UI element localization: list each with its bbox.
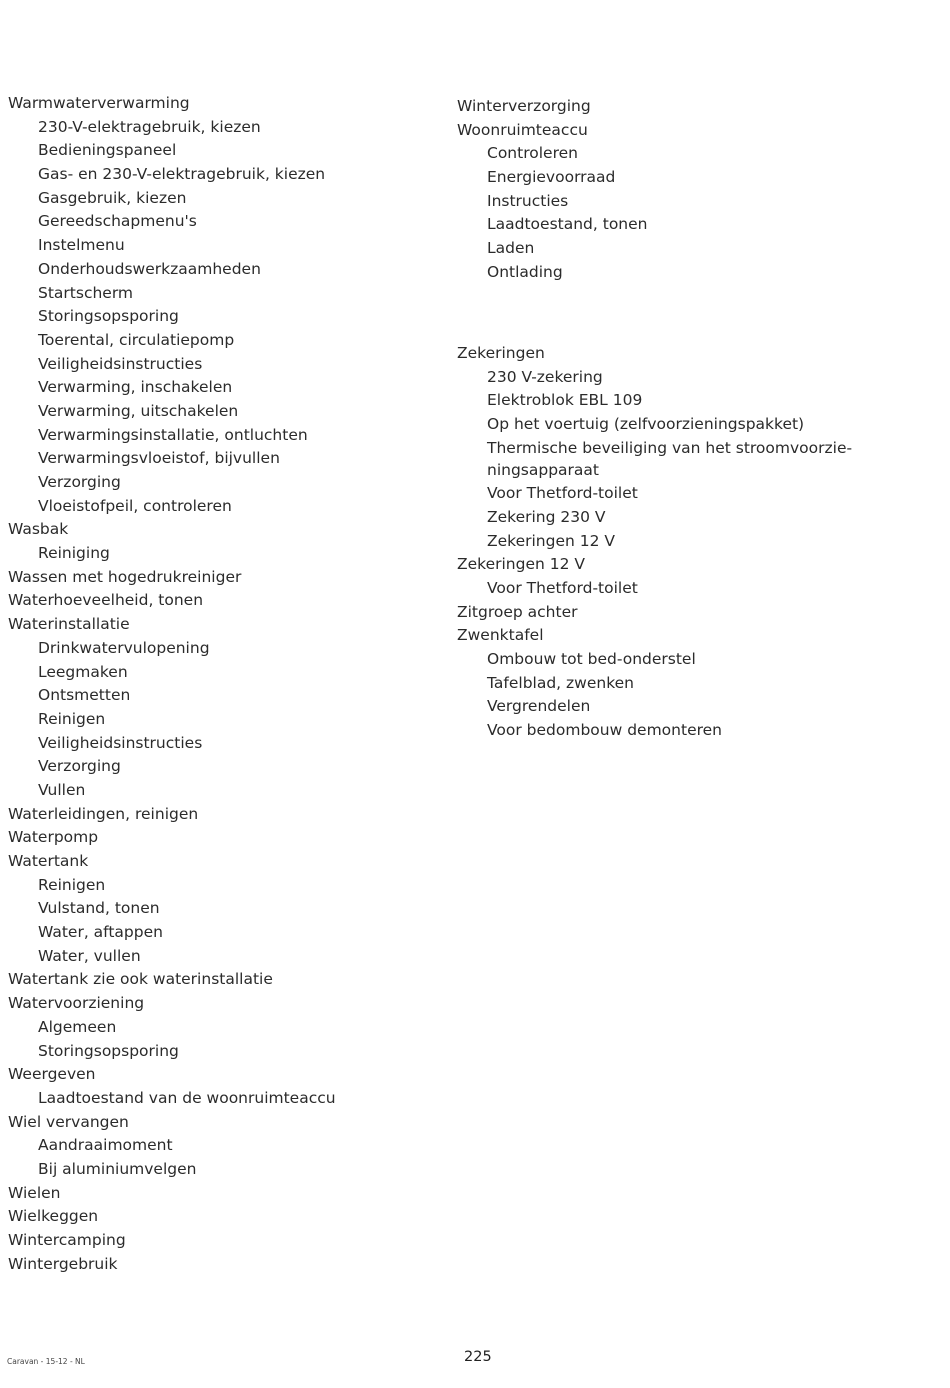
index-subentry: Thermische beveiliging van het stroomvoorzie-ningsapparaat: [487, 438, 853, 479]
index-entry: Watervoorziening: [8, 994, 145, 1013]
index-entry: Zekeringen: [457, 343, 545, 362]
index-subentry: Zekering 230 V: [487, 507, 606, 526]
index-subentry: Elektroblok EBL 109: [487, 391, 643, 410]
index-subentry: Instelmenu: [38, 236, 125, 255]
index-subentry: Drinkwatervulopening: [38, 638, 210, 657]
index-entry: Zitgroep achter: [457, 602, 578, 621]
index-subentry: 230 V-zekering: [487, 367, 603, 386]
index-entry: Wasbak: [8, 520, 69, 539]
index-subentry: Algemeen: [38, 1017, 117, 1036]
index-entry: Wielen: [8, 1183, 61, 1202]
index-entry: Wielkeggen: [8, 1207, 99, 1226]
index-subentry: Leegmaken: [38, 662, 128, 681]
index-subentry: Bedieningspaneel: [38, 141, 177, 160]
index-entry: Wassen met hogedrukreiniger: [8, 567, 242, 586]
index-entry: Waterinstallatie: [8, 615, 130, 634]
index-entry: Zwenktafel: [457, 626, 544, 645]
index-subentry: Op het voertuig (zelfvoorzieningspakket): [487, 414, 805, 433]
index-entry: Wintercamping: [8, 1231, 126, 1249]
index-subentry: Aandraaimoment: [38, 1136, 173, 1155]
index-subentry: Gas- en 230-V-elektragebruik, kiezen: [38, 165, 326, 184]
index-subentry: Onderhoudswerkzaamheden: [38, 259, 261, 278]
index-subentry: Veiligheidsinstructies: [38, 733, 203, 752]
index-subentry: Laden: [487, 239, 535, 258]
index-subentry: Reiniging: [38, 544, 110, 563]
index-entry: Zekeringen 12 V: [457, 555, 585, 574]
index-subentry: Verwarming, uitschakelen: [38, 401, 239, 420]
index-subentry: Vulstand, tonen: [38, 899, 160, 918]
footer-document-info: Caravan - 15-12 - NL: [7, 1357, 85, 1366]
index-subentry: Reinigen: [38, 875, 106, 894]
index-column-right: [457, 95, 927, 743]
index-subentry: Laadtoestand, tonen: [487, 215, 648, 234]
index-subentry: Verwarming, inschakelen: [38, 378, 233, 397]
index-subentry: Voor Thetford-toilet: [487, 484, 638, 503]
index-subentry: Verwarmingsvloeistof, bijvullen: [38, 449, 280, 468]
index-entry: Waterpomp: [8, 828, 99, 847]
index-entry: Weergeven: [8, 1065, 96, 1084]
index-entry: Waterhoeveelheid, tonen: [8, 591, 204, 610]
index-subentry: Reinigen: [38, 709, 106, 728]
index-subentry: Verzorging: [38, 473, 121, 491]
index-subentry: 230-V-elektragebruik, kiezen: [38, 117, 261, 136]
index-column-left: [8, 92, 438, 1276]
page-number: 225: [464, 1349, 492, 1365]
index-subentry: Verzorging: [38, 757, 121, 776]
index-entry: Watertank zie ook waterinstallatie: [8, 970, 273, 989]
index-subentry: Gereedschapmenu's: [38, 212, 197, 231]
index-subentry: Storingsopsporing: [38, 307, 179, 326]
index-subentry: Zekeringen 12 V: [487, 531, 615, 550]
index-subentry: Verwarmingsinstallatie, ontluchten: [38, 425, 308, 444]
index-subentry: Ontlading: [487, 262, 563, 281]
index-subentry: Gasgebruik, kiezen: [38, 188, 187, 207]
index-subentry: Controleren: [487, 144, 578, 163]
index-subentry: Storingsopsporing: [38, 1041, 179, 1060]
index-entry: Wintergebruik: [8, 1254, 118, 1273]
index-subentry: Voor bedombouw demonteren: [487, 721, 722, 740]
index-subentry: Water, vullen: [38, 946, 141, 965]
index-subentry: Instructies: [487, 191, 569, 210]
index-subentry: Ontsmetten: [38, 686, 131, 705]
index-entry: Waterleidingen, reinigen: [8, 804, 199, 823]
index-entry: Warmwaterverwarming: [8, 94, 190, 112]
index-subentry: Voor Thetford-toilet: [487, 579, 638, 597]
index-entry: Wiel vervangen: [8, 1112, 129, 1131]
index-subentry: Vergrendelen: [487, 697, 591, 716]
index-subentry: Veiligheidsinstructies: [38, 354, 203, 373]
index-entry: Watertank: [8, 852, 89, 870]
index-subentry: Laadtoestand van de woonruimteaccu: [38, 1088, 336, 1107]
index-entry: Winterverzorging: [457, 97, 591, 115]
index-subentry: Tafelblad, zwenken: [487, 673, 634, 692]
index-entry: Woonruimteaccu: [457, 120, 588, 139]
index-subentry: Energievoorraad: [487, 168, 616, 187]
index-subentry: Bij aluminiumvelgen: [38, 1159, 197, 1178]
index-subentry: Vullen: [38, 780, 86, 799]
index-subentry: Ombouw tot bed-onderstel: [487, 650, 696, 669]
index-subentry: Water, aftappen: [38, 923, 163, 942]
index-subentry: Startscherm: [38, 283, 134, 302]
index-subentry: Toerental, circulatiepomp: [38, 330, 235, 349]
index-subentry: Vloeistofpeil, controleren: [38, 496, 232, 515]
